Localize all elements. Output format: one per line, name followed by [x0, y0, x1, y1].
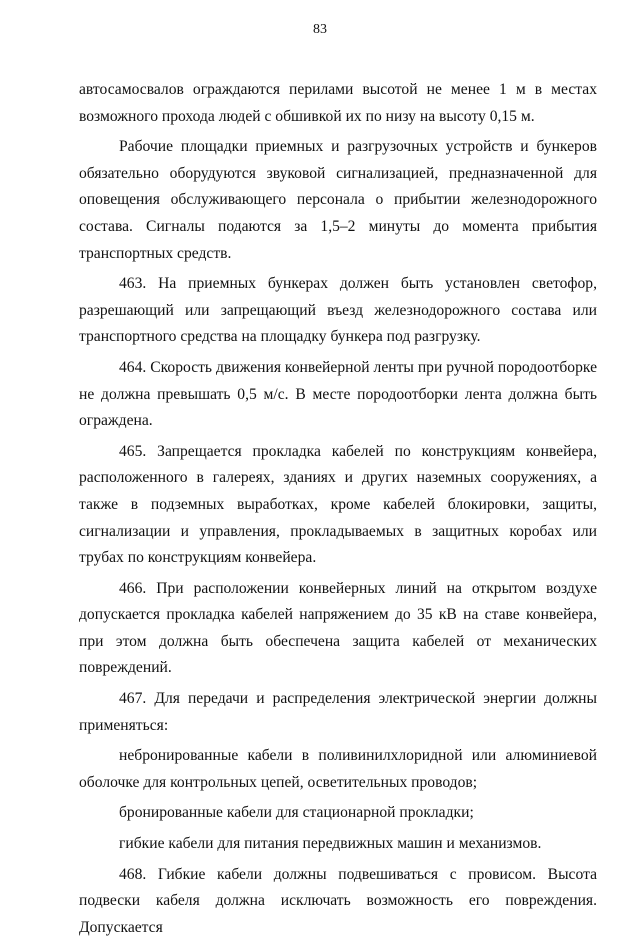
document-body — [79, 77, 597, 941]
paragraph-467: 467. Для передачи и распределения электрической энергии должны применяться: — [79, 690, 597, 734]
paragraph-466: 466. При расположении конвейерных линий на открытом воздухе допускается прокладка кабелей напряжением до 35 кВ на ставе конвейера, при этом должна быть обеспечена защита кабелей от механических повреждений. — [79, 579, 597, 677]
list-item-unarmored-cables: небронированные кабели в поливинилхлоридной или алюминиевой оболочке для контрольных цепей, осветительных проводов; — [79, 747, 597, 791]
paragraph-platform-signaling: Рабочие площадки приемных и разгрузочных устройств и бункеров обязательно оборудуются звуковой сигнализацией, предназначенной для оповещения обслуживающего персонала о прибытии железнодорожного состава. Сигналы подаются за 1,5–2 минуты до момента прибытия транспортных средств. — [79, 138, 597, 262]
paragraph-464: 464. Скорость движения конвейерной ленты при ручной породоотборке не должна превышать 0,5 м/с. В месте породоотборки лента должна быть ограждена. — [79, 358, 597, 430]
paragraph-465: 465. Запрещается прокладка кабелей по конструкциям конвейера, расположенного в галереях, зданиях и других наземных сооружениях, а также в подземных выработках, кроме кабелей блокировки, защиты, сигнализации и управления, прокладываемых в защитных коробах или трубах по конструкциям конвейера. — [79, 442, 597, 567]
paragraph-continued: автосамосвалов ограждаются перилами высотой не менее 1 м в местах возможного прохода людей с обшивкой их по низу на высоту 0,15 м. — [79, 81, 597, 125]
paragraph-463: 463. На приемных бункерах должен быть установлен светофор, разрешающий или запрещающий въезд железнодорожного состава или транспортного средства на площадку бункера под разгрузку. — [79, 275, 597, 346]
list-item-armored-cables: бронированные кабели для стационарной прокладки; — [119, 804, 474, 822]
paragraph-468: 468. Гибкие кабели должны подвешиваться с провисом. Высота подвески кабеля должна исключать возможность его повреждения. Допускается — [79, 865, 597, 936]
page-number: 83 — [313, 22, 327, 37]
list-item-flexible-cables: гибкие кабели для питания передвижных машин и механизмов. — [119, 835, 542, 853]
